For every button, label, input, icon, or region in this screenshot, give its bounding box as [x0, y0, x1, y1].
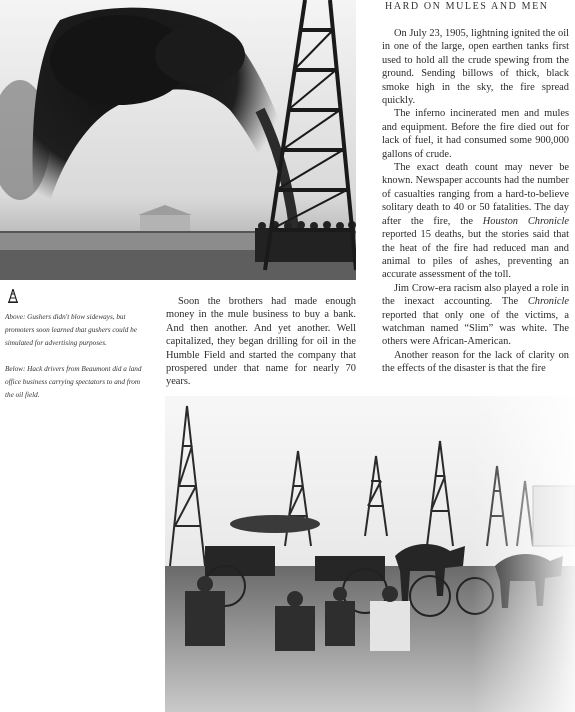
gusher-photo — [0, 0, 356, 280]
paragraph-5: Another reason for the lack of clarity on the effects of the disaster is that the fire — [382, 349, 569, 375]
caption-above: Above: Gushers didn't blow sideways, but promoters soon learned that gushers could be simulated for advertising purposes. — [5, 313, 137, 347]
right-column — [382, 27, 569, 376]
oil-derrick-icon — [8, 289, 18, 303]
newspaper-name: Chronicle — [527, 296, 569, 308]
hack-drivers-photo — [165, 396, 575, 712]
paragraph-2: The inferno incinerated men and mules and equipment. Before the fire died out for lack of fuel, it had consumed some 900,000 gallons of crude. — [382, 108, 569, 160]
paragraph-4: Jim Crow-era racism also played a role in the inexact accounting. The Chronicle reported that only one of the victims, a watchman named “Slim” was white. The others were African-American. — [382, 282, 569, 348]
paragraph-3: The exact death count may never be known. Newspaper accounts had the number of casualties ranging from a hard-to-believe solitary death to 40 or 50 fatalities. The day after the fire, the Houston Chronicle reported 15 deaths, but the stories said that the heat of the fire had reduced man and animal to piles of ashes, preventing an accurate assessment of the toll. — [382, 162, 569, 281]
middle-paragraph: Soon the brothers had made enough money in the mule business to buy a bank. And then another. And yet another. Well capitalized, they began drilling for oil in the Humble Field and started the company that prospered under that name for nearly 70 years. — [166, 296, 356, 388]
middle-column — [166, 295, 356, 389]
newspaper-name: Houston Chronicle — [482, 215, 569, 227]
section-heading: HARD ON MULES AND MEN — [385, 1, 549, 12]
caption-below: Below: Hack drivers from Beaumont did a land office business carrying spectators to and from the oil field. — [5, 365, 142, 399]
paragraph-1: On July 23, 1905, lightning ignited the oil in one of the large, open earthen tanks first used to hold all the crude spewing from the ground. Sending billows of thick, black smoke high in the sky, the fire spread quickly. — [382, 28, 569, 107]
